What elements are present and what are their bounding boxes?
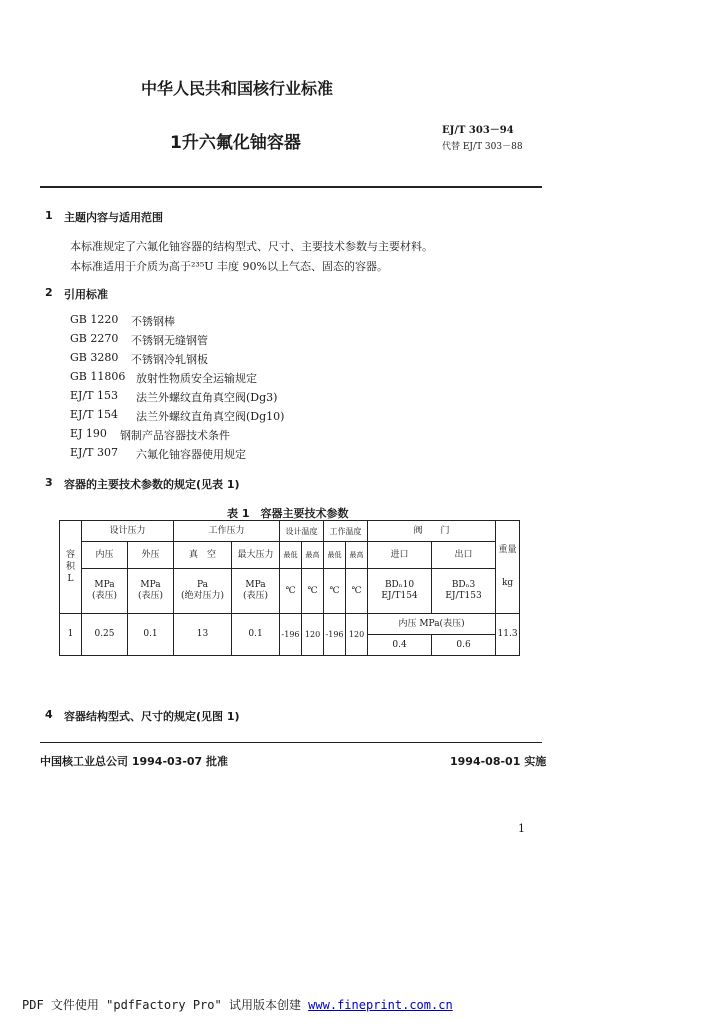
watermark-text: PDF 文件使用 "pdfFactory Pro" 试用版本创建	[22, 998, 309, 1012]
design-temp-max-unit: ℃	[302, 569, 324, 614]
section-1-title: 主题内容与适用范围	[64, 211, 163, 224]
section-4-title: 容器结构型式、尺寸的规定(见图 1)	[64, 710, 240, 723]
valve-inlet-label: 进口	[368, 542, 432, 569]
volume-unit: L	[67, 574, 74, 584]
design-pressure-header: 设计压力	[82, 521, 174, 542]
section-4-number: 4	[45, 708, 53, 721]
ref-name: 法兰外螺纹直角真空阀(Dg3)	[136, 391, 278, 404]
design-temp-max-label: 最高	[302, 542, 324, 569]
ref-name: 六氟化铀容器使用规定	[136, 448, 246, 461]
work-temp-max-label: 最高	[346, 542, 368, 569]
volume-value: 1	[60, 614, 82, 656]
table-caption: 表 1 容器主要技术参数	[227, 507, 349, 520]
ref-code: GB 3280	[70, 351, 119, 364]
ref-code: EJ/T 154	[70, 408, 118, 421]
inner-pressure-value: 0.25	[82, 614, 128, 656]
header-rule	[40, 186, 542, 188]
ref-code: EJ/T 307	[70, 446, 118, 459]
inner-pressure-unit: MPa (表压)	[82, 569, 128, 614]
page-number: 1	[518, 822, 525, 835]
section-2-number: 2	[45, 286, 53, 299]
section-1-number: 1	[45, 209, 53, 222]
section-1-paragraph-1: 本标准规定了六氟化铀容器的结构型式、尺寸、主要技术参数与主要材料。	[70, 240, 433, 253]
work-temp-min-unit: ℃	[324, 569, 346, 614]
ref-name: 不锈钢无缝钢管	[131, 334, 208, 347]
weight-header	[496, 521, 520, 614]
watermark-link[interactable]: www.fineprint.com.cn	[308, 998, 453, 1012]
design-temp-min-value: -196	[280, 614, 302, 656]
document-title: 1升六氟化铀容器	[170, 133, 301, 153]
valve-pressure-label: 内压 MPa(表压)	[368, 614, 496, 635]
ref-code: GB 1220	[70, 313, 119, 326]
volume-label: 容积	[65, 550, 75, 572]
design-temp-min-label: 最低	[280, 542, 302, 569]
vacuum-unit: Pa (绝对压力)	[174, 569, 232, 614]
max-pressure-unit: MPa (表压)	[232, 569, 280, 614]
valve-inlet-pressure: 0.4	[368, 635, 432, 656]
ref-code: EJ 190	[70, 427, 107, 440]
work-temp-min-label: 最低	[324, 542, 346, 569]
section-2-title: 引用标准	[64, 288, 108, 301]
ref-name: 钢制产品容器技术条件	[120, 429, 230, 442]
ref-name: 不锈钢棒	[131, 315, 175, 328]
work-temp-max-unit: ℃	[346, 569, 368, 614]
ref-code: GB 2270	[70, 332, 119, 345]
vacuum-value: 13	[174, 614, 232, 656]
design-temp-header: 设计温度	[280, 521, 324, 542]
approval-date: 中国核工业总公司 1994-03-07 批准	[40, 755, 229, 768]
weight-label: 重量	[498, 545, 517, 555]
work-pressure-header: 工作压力	[174, 521, 280, 542]
weight-value: 11.3	[496, 614, 520, 656]
outer-pressure-label: 外压	[128, 542, 174, 569]
ref-name: 法兰外螺纹直角真空阀(Dg10)	[136, 410, 285, 423]
outer-pressure-unit: MPa (表压)	[128, 569, 174, 614]
max-pressure-value: 0.1	[232, 614, 280, 656]
valve-outlet-spec: BDₙ3 EJ/T153	[432, 569, 496, 614]
valve-header: 阀 门	[368, 521, 496, 542]
work-temp-min-value: -196	[324, 614, 346, 656]
work-temp-max-value: 120	[346, 614, 368, 656]
spec-table	[59, 520, 520, 656]
valve-outlet-label: 出口	[432, 542, 496, 569]
ref-code: EJ/T 153	[70, 389, 118, 402]
ref-name: 不锈钢冷轧钢板	[131, 353, 208, 366]
weight-unit: kg	[501, 578, 514, 588]
design-temp-min-unit: ℃	[280, 569, 302, 614]
standard-code: EJ/T 303－94	[442, 125, 514, 136]
section-3-title: 容器的主要技术参数的规定(见表 1)	[64, 478, 240, 491]
ref-code: GB 11806	[70, 370, 126, 383]
replaces-code: 代替 EJ/T 303－88	[442, 142, 523, 152]
approval-rule-top	[40, 742, 542, 743]
issuer-title: 中华人民共和国核行业标准	[141, 79, 334, 98]
section-1-paragraph-2: 本标准适用于介质为高于²³⁵U 丰度 90%以上气态、固态的容器。	[70, 260, 388, 273]
outer-pressure-value: 0.1	[128, 614, 174, 656]
section-3-number: 3	[45, 476, 53, 489]
ref-name: 放射性物质安全运输规定	[136, 372, 257, 385]
pdf-watermark	[22, 996, 453, 1013]
max-pressure-label: 最大压力	[232, 542, 280, 569]
valve-inlet-spec: BDₙ10 EJ/T154	[368, 569, 432, 614]
volume-header	[60, 521, 82, 614]
effective-date: 1994-08-01 实施	[450, 755, 547, 768]
inner-pressure-label: 内压	[82, 542, 128, 569]
design-temp-max-value: 120	[302, 614, 324, 656]
work-temp-header: 工作温度	[324, 521, 368, 542]
vacuum-label: 真 空	[174, 542, 232, 569]
valve-outlet-pressure: 0.6	[432, 635, 496, 656]
